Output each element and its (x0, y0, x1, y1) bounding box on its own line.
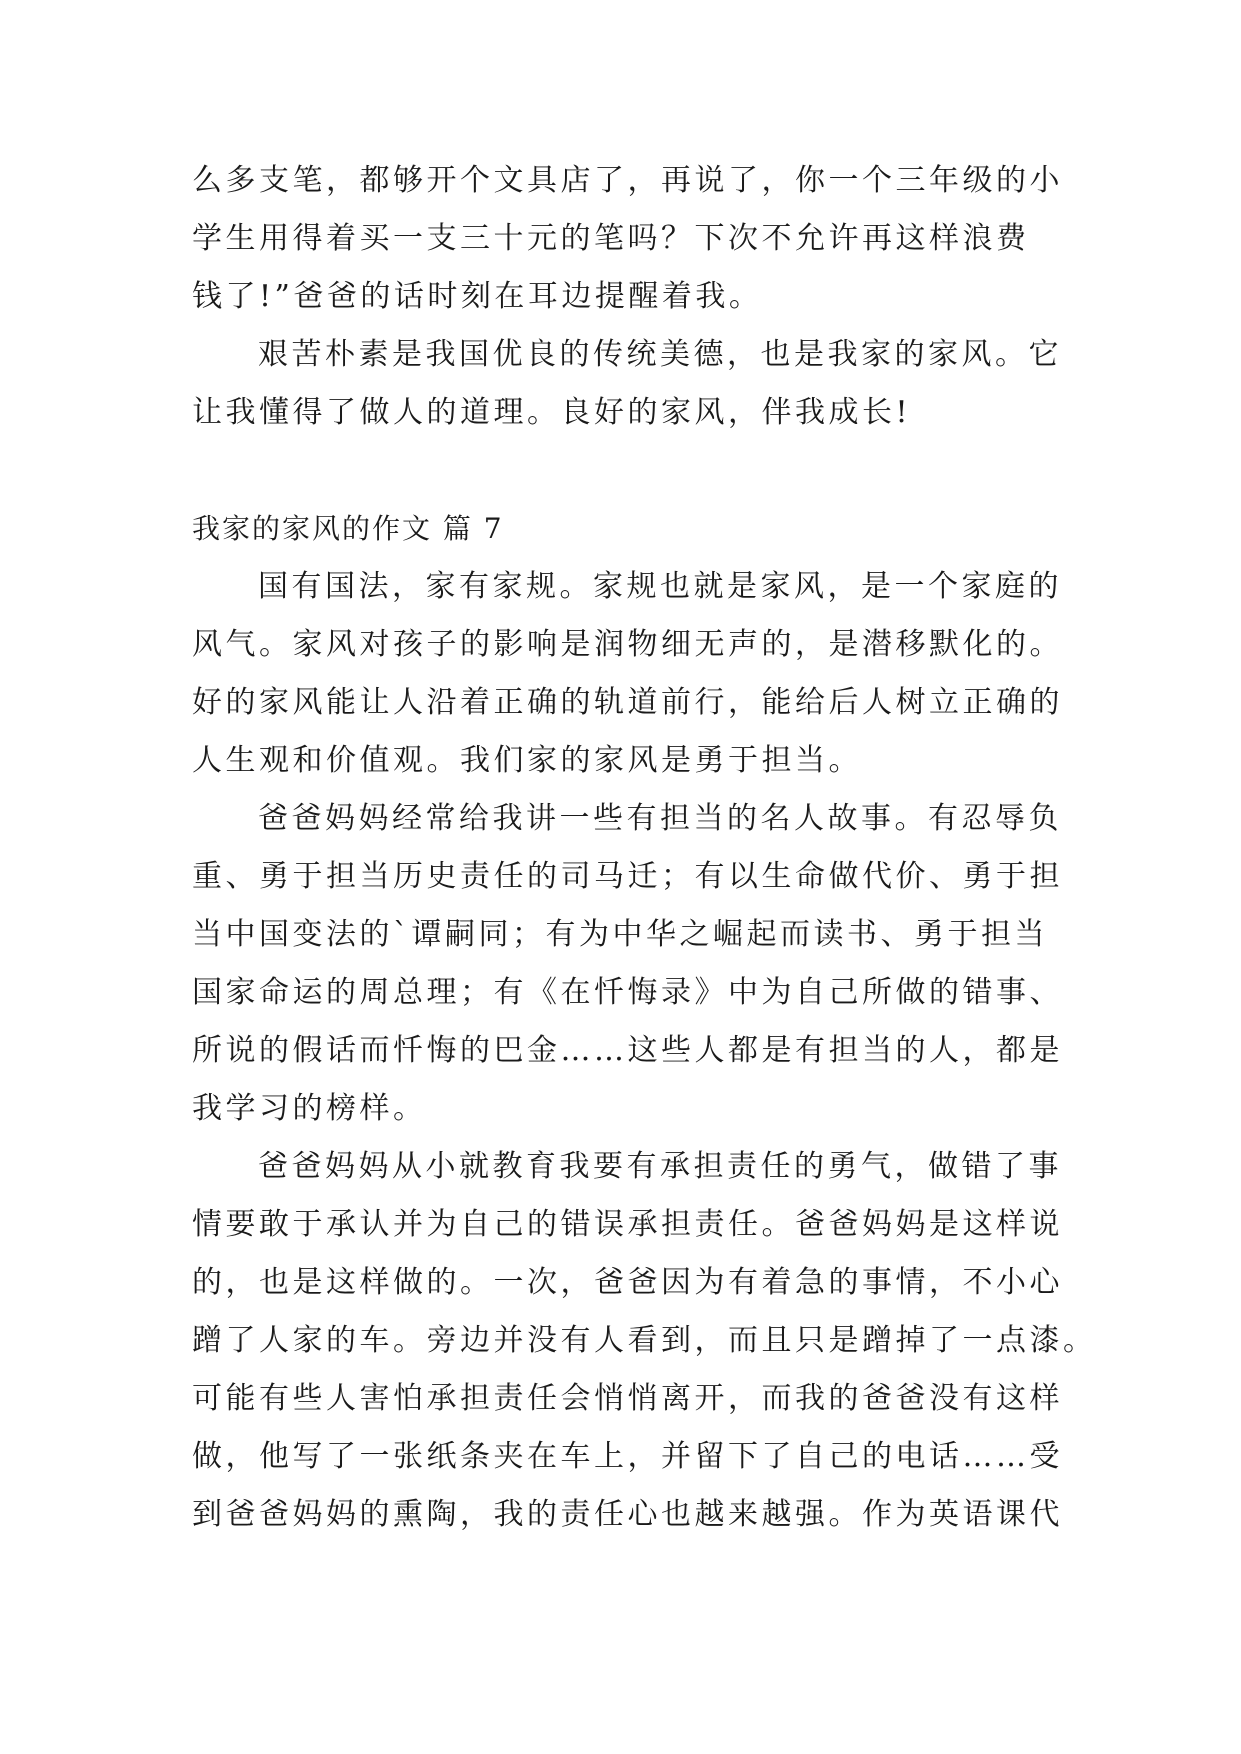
text-line: 人生观和价值观。我们家的家风是勇于担当。 (192, 743, 862, 778)
text-line: 我学习的榜样。 (192, 1091, 427, 1126)
text-line: 学生用得着买一支三十元的笔吗？下次不允许再这样浪费 (192, 221, 1030, 256)
paragraph-intro (192, 558, 1072, 790)
text-line: 当中国变法的`谭嗣同；有为中华之崛起而读书、勇于担当 (192, 917, 1048, 952)
text-line: 重、勇于担当历史责任的司马迁；有以生命做代价、勇于担 (192, 859, 1063, 894)
section-title: 我家的家风的作文 篇 7 (192, 512, 504, 545)
text-line: 的，也是这样做的。一次，爸爸因为有着急的事情，不小心 (192, 1265, 1063, 1300)
document-body (192, 152, 1097, 1544)
text-line: 所说的假话而忏悔的巴金……这些人都是有担当的人，都是 (192, 1033, 1063, 1068)
paragraph-conclusion (192, 326, 1072, 442)
text-line: 国家命运的周总理；有《在忏悔录》中为自己所做的错事、 (192, 975, 1063, 1010)
text-line: 么多支笔，都够开个文具店了，再说了，你一个三年级的小 (192, 163, 1063, 198)
text-line: 做，他写了一张纸条夹在车上，并留下了自己的电话……受 (192, 1439, 1063, 1474)
paragraph-role-models (192, 790, 1072, 1138)
text-line: 蹭了人家的车。旁边并没有人看到，而且只是蹭掉了一点漆。 (192, 1323, 1097, 1358)
section-spacer (192, 442, 1072, 500)
text-line: 让我懂得了做人的道理。良好的家风，伴我成长! (192, 395, 912, 430)
text-line: 钱了!”爸爸的话时刻在耳边提醒着我。 (192, 279, 763, 314)
paragraph-continued (192, 152, 1072, 326)
text-line: 艰苦朴素是我国优良的传统美德，也是我家的家风。它 (258, 337, 1062, 372)
text-line: 到爸爸妈妈的熏陶，我的责任心也越来越强。作为英语课代 (192, 1497, 1063, 1532)
text-line: 爸爸妈妈经常给我讲一些有担当的名人故事。有忍辱负 (258, 801, 1062, 836)
text-line: 好的家风能让人沿着正确的轨道前行，能给后人树立正确的 (192, 685, 1063, 720)
paragraph-responsibility (192, 1138, 1097, 1544)
text-line: 可能有些人害怕承担责任会悄悄离开，而我的爸爸没有这样 (192, 1381, 1063, 1416)
text-line: 情要敢于承认并为自己的错误承担责任。爸爸妈妈是这样说 (192, 1207, 1063, 1242)
text-line: 国有国法，家有家规。家规也就是家风，是一个家庭的 (258, 569, 1062, 604)
text-line: 爸爸妈妈从小就教育我要有承担责任的勇气，做错了事 (258, 1149, 1062, 1184)
text-line: 风气。家风对孩子的影响是润物细无声的，是潜移默化的。 (192, 627, 1063, 662)
